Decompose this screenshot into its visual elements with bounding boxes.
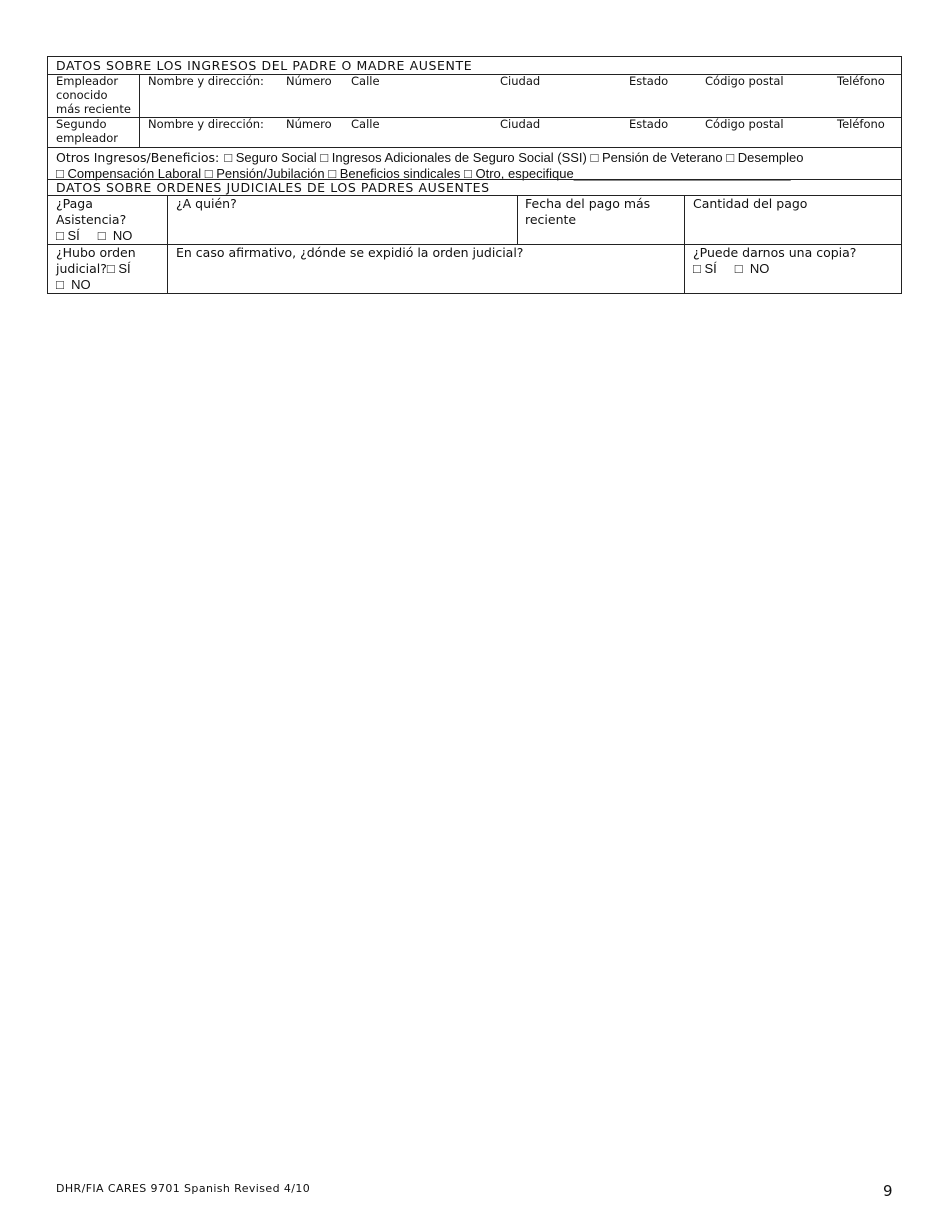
- last-payment-date-field[interactable]: Fecha del pago más reciente: [525, 196, 651, 227]
- court-order-cell: ¿Hubo orden judicial?□ SÍ □ NO: [56, 245, 136, 292]
- second-employer-number-field[interactable]: Número: [286, 117, 332, 131]
- form-id-footer: DHR/FIA CARES 9701 Spanish Revised 4/10: [56, 1182, 311, 1195]
- court-section-title: DATOS SOBRE ORDENES JUDICIALES DE LOS PADRES AUSENTES: [56, 180, 490, 195]
- other-income-row[interactable]: [56, 147, 896, 182]
- pays-support-cell: ¿Paga Asistencia? □ SÍ □ NO: [56, 196, 133, 243]
- copy-request-options[interactable]: □ SÍ □ NO: [693, 261, 770, 276]
- copy-request-cell: ¿Puede darnos una copia? □ SÍ □ NO: [693, 245, 857, 276]
- other-income-label: Otros Ingresos/Beneficios:: [56, 150, 220, 165]
- pays-support-options[interactable]: □ SÍ □ NO: [56, 228, 133, 243]
- employer-recent-name-field[interactable]: Nombre y dirección:: [148, 74, 264, 88]
- second-employer-zip-field[interactable]: Código postal: [705, 117, 784, 131]
- employer-recent-street-field[interactable]: Calle: [351, 74, 380, 88]
- second-employer-street-field[interactable]: Calle: [351, 117, 380, 131]
- second-employer-state-field[interactable]: Estado: [629, 117, 669, 131]
- payment-amount-field[interactable]: Cantidad del pago: [693, 196, 808, 211]
- employer-recent-city-field[interactable]: Ciudad: [500, 74, 541, 88]
- second-employer-name-field[interactable]: Nombre y dirección:: [148, 117, 264, 131]
- page-number: 9: [883, 1182, 893, 1200]
- court-order-yes-option[interactable]: □ SÍ: [106, 261, 131, 276]
- income-section-title: DATOS SOBRE LOS INGRESOS DEL PADRE O MADRE AUSENTE: [56, 58, 473, 73]
- court-order-location-field[interactable]: En caso afirmativo, ¿dónde se expidió la orden judicial?: [176, 245, 524, 260]
- employer-recent-zip-field[interactable]: Código postal: [705, 74, 784, 88]
- other-income-options-line2[interactable]: □ Compensación Laboral □ Pensión/Jubilación □ Beneficios sindicales □ Otro, especifique______________________________: [56, 166, 791, 181]
- employer-recent-state-field[interactable]: Estado: [629, 74, 669, 88]
- employer-recent-label: Empleador conocido más reciente: [56, 74, 131, 116]
- employer-recent-phone-field[interactable]: Teléfono: [837, 74, 885, 88]
- court-order-no-option[interactable]: □ NO: [56, 277, 91, 292]
- second-employer-phone-field[interactable]: Teléfono: [837, 117, 885, 131]
- other-income-options-line1[interactable]: □ Seguro Social □ Ingresos Adicionales de Seguro Social (SSI) □ Pensión de Veterano □ Desempleo: [224, 150, 804, 165]
- employer-recent-number-field[interactable]: Número: [286, 74, 332, 88]
- court-section: [47, 179, 902, 294]
- income-section: [47, 56, 902, 180]
- second-employer-city-field[interactable]: Ciudad: [500, 117, 541, 131]
- second-employer-label: Segundo empleador: [56, 117, 118, 145]
- to-whom-field[interactable]: ¿A quién?: [176, 196, 237, 211]
